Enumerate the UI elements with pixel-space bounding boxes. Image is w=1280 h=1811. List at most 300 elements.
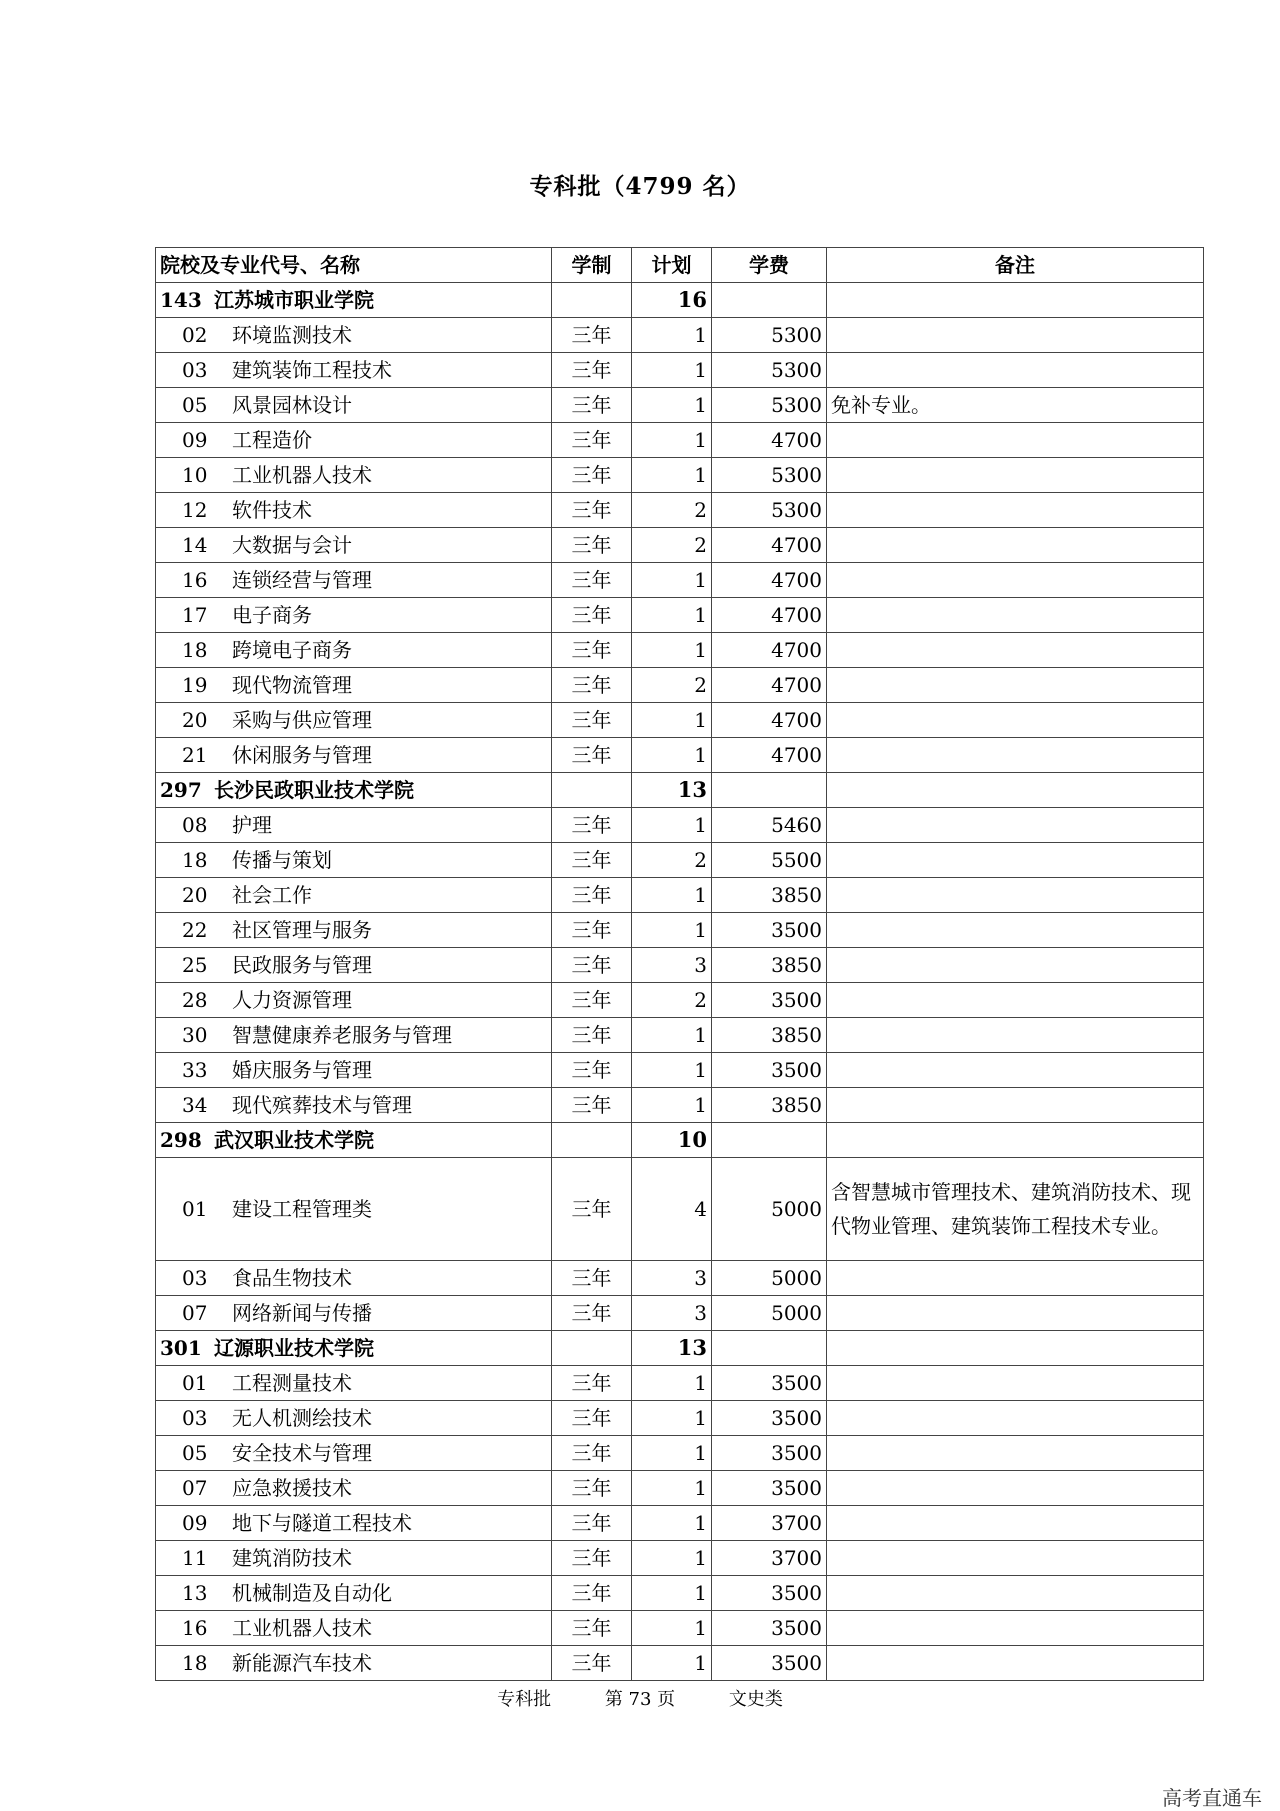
major-code: 22 xyxy=(182,918,208,942)
major-name-cell xyxy=(156,493,552,528)
note-cell xyxy=(827,1401,1204,1436)
major-row xyxy=(156,1471,1204,1506)
length-cell: 三年 xyxy=(552,1261,632,1296)
length-cell: 三年 xyxy=(552,563,632,598)
major-name-cell xyxy=(156,633,552,668)
fee-cell: 5300 xyxy=(712,458,827,493)
major-name-cell xyxy=(156,318,552,353)
major-row xyxy=(156,1646,1204,1681)
major-code: 14 xyxy=(182,533,208,557)
fee-cell xyxy=(712,773,827,808)
table-body xyxy=(156,283,1204,1681)
major-name: 工程造价 xyxy=(232,428,312,452)
major-row xyxy=(156,528,1204,563)
major-code: 33 xyxy=(182,1058,208,1082)
major-name-cell xyxy=(156,1541,552,1576)
major-name: 工程测量技术 xyxy=(232,1371,352,1395)
major-code: 03 xyxy=(182,1406,208,1430)
fee-cell: 5000 xyxy=(712,1261,827,1296)
major-name: 现代殡葬技术与管理 xyxy=(232,1093,412,1117)
major-name-cell xyxy=(156,1646,552,1681)
note-cell xyxy=(827,598,1204,633)
major-row xyxy=(156,493,1204,528)
fee-cell: 3700 xyxy=(712,1541,827,1576)
major-row xyxy=(156,1366,1204,1401)
major-row xyxy=(156,983,1204,1018)
major-name: 护理 xyxy=(232,813,272,837)
fee-cell: 3500 xyxy=(712,1436,827,1471)
school-name: 武汉职业技术学院 xyxy=(214,1128,374,1152)
fee-cell: 5460 xyxy=(712,808,827,843)
major-code: 05 xyxy=(182,1441,208,1465)
note-cell xyxy=(827,493,1204,528)
fee-cell: 4700 xyxy=(712,598,827,633)
major-code: 13 xyxy=(182,1581,208,1605)
school-name-cell xyxy=(156,283,552,318)
note-cell xyxy=(827,843,1204,878)
length-cell: 三年 xyxy=(552,913,632,948)
note-cell xyxy=(827,878,1204,913)
fee-cell: 5000 xyxy=(712,1296,827,1331)
major-row xyxy=(156,1576,1204,1611)
fee-cell: 5000 xyxy=(712,1158,827,1261)
major-code: 19 xyxy=(182,673,208,697)
school-row xyxy=(156,773,1204,808)
major-code: 01 xyxy=(182,1371,208,1395)
header-note: 备注 xyxy=(827,248,1204,283)
major-row xyxy=(156,808,1204,843)
note-cell xyxy=(827,668,1204,703)
major-name: 风景园林设计 xyxy=(232,393,352,417)
fee-cell: 3500 xyxy=(712,1576,827,1611)
plan-cell: 1 xyxy=(632,318,712,353)
major-code: 10 xyxy=(182,463,208,487)
major-code: 20 xyxy=(182,708,208,732)
major-name: 电子商务 xyxy=(232,603,312,627)
plan-cell: 1 xyxy=(632,913,712,948)
fee-cell: 3500 xyxy=(712,1401,827,1436)
fee-cell: 3700 xyxy=(712,1506,827,1541)
major-row xyxy=(156,353,1204,388)
note-cell xyxy=(827,458,1204,493)
major-name: 机械制造及自动化 xyxy=(232,1581,392,1605)
fee-cell: 4700 xyxy=(712,423,827,458)
fee-cell: 5300 xyxy=(712,353,827,388)
length-cell: 三年 xyxy=(552,1401,632,1436)
plan-cell: 1 xyxy=(632,458,712,493)
note-cell xyxy=(827,1506,1204,1541)
major-name-cell xyxy=(156,913,552,948)
plan-cell: 3 xyxy=(632,1261,712,1296)
note-cell xyxy=(827,528,1204,563)
major-row xyxy=(156,423,1204,458)
plan-cell: 1 xyxy=(632,878,712,913)
length-cell: 三年 xyxy=(552,493,632,528)
length-cell: 三年 xyxy=(552,1366,632,1401)
note-cell xyxy=(827,773,1204,808)
note-cell xyxy=(827,318,1204,353)
major-name: 食品生物技术 xyxy=(232,1266,352,1290)
fee-cell: 4700 xyxy=(712,633,827,668)
major-code: 18 xyxy=(182,638,208,662)
school-row xyxy=(156,1123,1204,1158)
length-cell: 三年 xyxy=(552,1296,632,1331)
major-code: 16 xyxy=(182,568,208,592)
major-code: 28 xyxy=(182,988,208,1012)
major-name: 社会工作 xyxy=(232,883,312,907)
major-name: 建筑消防技术 xyxy=(232,1546,352,1570)
length-cell: 三年 xyxy=(552,1018,632,1053)
major-name-cell xyxy=(156,1158,552,1261)
footer-category: 文史类 xyxy=(728,1689,783,1710)
fee-cell: 5300 xyxy=(712,388,827,423)
plan-cell: 1 xyxy=(632,1366,712,1401)
school-plan-total: 10 xyxy=(632,1123,712,1158)
header-fee: 学费 xyxy=(712,248,827,283)
length-cell: 三年 xyxy=(552,318,632,353)
length-cell: 三年 xyxy=(552,668,632,703)
admission-plan-table xyxy=(155,247,1204,1681)
length-cell: 三年 xyxy=(552,1088,632,1123)
major-row xyxy=(156,878,1204,913)
major-name: 现代物流管理 xyxy=(232,673,352,697)
note-cell xyxy=(827,1331,1204,1366)
major-name: 无人机测绘技术 xyxy=(232,1406,372,1430)
major-name-cell xyxy=(156,388,552,423)
major-row xyxy=(156,1158,1204,1261)
note-cell xyxy=(827,1296,1204,1331)
major-name-cell xyxy=(156,1611,552,1646)
plan-cell: 1 xyxy=(632,1506,712,1541)
major-name-cell xyxy=(156,528,552,563)
fee-cell: 3850 xyxy=(712,878,827,913)
plan-cell: 2 xyxy=(632,528,712,563)
major-name-cell xyxy=(156,1088,552,1123)
note-cell xyxy=(827,633,1204,668)
major-code: 08 xyxy=(182,813,208,837)
header-name: 院校及专业代号、名称 xyxy=(156,248,552,283)
note-cell xyxy=(827,1123,1204,1158)
school-plan-total: 16 xyxy=(632,283,712,318)
plan-cell: 1 xyxy=(632,563,712,598)
school-name: 长沙民政职业技术学院 xyxy=(214,778,414,802)
major-name: 建筑装饰工程技术 xyxy=(232,358,392,382)
fee-cell: 3500 xyxy=(712,1366,827,1401)
school-name-cell xyxy=(156,1123,552,1158)
major-name: 大数据与会计 xyxy=(232,533,352,557)
fee-cell: 5300 xyxy=(712,318,827,353)
table-header-row xyxy=(156,248,1204,283)
school-code: 301 xyxy=(160,1336,202,1360)
plan-cell: 2 xyxy=(632,493,712,528)
note-cell xyxy=(827,353,1204,388)
major-name: 工业机器人技术 xyxy=(232,463,372,487)
note-cell xyxy=(827,1436,1204,1471)
major-row xyxy=(156,1506,1204,1541)
fee-cell: 4700 xyxy=(712,528,827,563)
major-name-cell xyxy=(156,738,552,773)
note-cell xyxy=(827,1088,1204,1123)
major-row xyxy=(156,633,1204,668)
note-cell xyxy=(827,1261,1204,1296)
school-plan-total: 13 xyxy=(632,773,712,808)
fee-cell: 3500 xyxy=(712,983,827,1018)
major-row xyxy=(156,843,1204,878)
major-row xyxy=(156,1261,1204,1296)
fee-cell: 3850 xyxy=(712,948,827,983)
school-name-cell xyxy=(156,1331,552,1366)
length-cell: 三年 xyxy=(552,1053,632,1088)
major-name: 婚庆服务与管理 xyxy=(232,1058,372,1082)
footer-page-number: 第 73 页 xyxy=(604,1689,676,1710)
major-code: 03 xyxy=(182,358,208,382)
plan-cell: 4 xyxy=(632,1158,712,1261)
plan-cell: 1 xyxy=(632,1471,712,1506)
fee-cell xyxy=(712,283,827,318)
major-code: 03 xyxy=(182,1266,208,1290)
plan-cell: 2 xyxy=(632,983,712,1018)
fee-cell: 4700 xyxy=(712,703,827,738)
length-cell: 三年 xyxy=(552,1576,632,1611)
length-cell: 三年 xyxy=(552,878,632,913)
major-code: 18 xyxy=(182,1651,208,1675)
major-row xyxy=(156,1296,1204,1331)
length-cell: 三年 xyxy=(552,1646,632,1681)
major-name: 新能源汽车技术 xyxy=(232,1651,372,1675)
length-cell xyxy=(552,1331,632,1366)
school-name: 江苏城市职业学院 xyxy=(214,288,374,312)
length-cell: 三年 xyxy=(552,458,632,493)
note-cell xyxy=(827,913,1204,948)
major-row xyxy=(156,458,1204,493)
fee-cell xyxy=(712,1123,827,1158)
plan-cell: 1 xyxy=(632,598,712,633)
length-cell xyxy=(552,773,632,808)
major-name: 传播与策划 xyxy=(232,848,332,872)
length-cell: 三年 xyxy=(552,738,632,773)
fee-cell: 3850 xyxy=(712,1018,827,1053)
major-name: 环境监测技术 xyxy=(232,323,352,347)
note-cell xyxy=(827,1018,1204,1053)
major-name: 安全技术与管理 xyxy=(232,1441,372,1465)
fee-cell: 4700 xyxy=(712,738,827,773)
length-cell: 三年 xyxy=(552,948,632,983)
plan-cell: 1 xyxy=(632,1401,712,1436)
school-row xyxy=(156,1331,1204,1366)
plan-cell: 1 xyxy=(632,808,712,843)
major-code: 25 xyxy=(182,953,208,977)
major-code: 21 xyxy=(182,743,208,767)
plan-cell: 1 xyxy=(632,1576,712,1611)
major-row xyxy=(156,948,1204,983)
header-plan: 计划 xyxy=(632,248,712,283)
major-row xyxy=(156,318,1204,353)
major-row xyxy=(156,1611,1204,1646)
note-cell xyxy=(827,983,1204,1018)
major-name-cell xyxy=(156,353,552,388)
major-row xyxy=(156,1541,1204,1576)
plan-cell: 1 xyxy=(632,738,712,773)
major-row xyxy=(156,598,1204,633)
plan-cell: 1 xyxy=(632,633,712,668)
watermark: 高考直通车 xyxy=(1162,1786,1262,1810)
fee-cell: 3850 xyxy=(712,1088,827,1123)
major-name-cell xyxy=(156,1366,552,1401)
major-name: 工业机器人技术 xyxy=(232,1616,372,1640)
page-footer xyxy=(0,1685,1280,1711)
major-row xyxy=(156,1401,1204,1436)
plan-cell: 1 xyxy=(632,1541,712,1576)
major-name: 社区管理与服务 xyxy=(232,918,372,942)
note-cell xyxy=(827,738,1204,773)
school-name-cell xyxy=(156,773,552,808)
school-code: 298 xyxy=(160,1128,202,1152)
major-name: 人力资源管理 xyxy=(232,988,352,1012)
plan-cell: 1 xyxy=(632,423,712,458)
major-name-cell xyxy=(156,423,552,458)
major-name-cell xyxy=(156,1401,552,1436)
fee-cell: 5500 xyxy=(712,843,827,878)
footer-batch: 专科批 xyxy=(497,1689,552,1710)
major-name-cell xyxy=(156,948,552,983)
note-cell: 免补专业。 xyxy=(827,388,1204,423)
fee-cell: 3500 xyxy=(712,913,827,948)
major-name-cell xyxy=(156,598,552,633)
note-cell xyxy=(827,1541,1204,1576)
length-cell: 三年 xyxy=(552,1611,632,1646)
plan-cell: 1 xyxy=(632,1053,712,1088)
plan-cell: 1 xyxy=(632,1611,712,1646)
major-name: 休闲服务与管理 xyxy=(232,743,372,767)
plan-cell: 1 xyxy=(632,1646,712,1681)
major-code: 09 xyxy=(182,1511,208,1535)
major-name-cell xyxy=(156,563,552,598)
note-cell xyxy=(827,1576,1204,1611)
length-cell: 三年 xyxy=(552,1506,632,1541)
fee-cell xyxy=(712,1331,827,1366)
major-name: 民政服务与管理 xyxy=(232,953,372,977)
fee-cell: 4700 xyxy=(712,668,827,703)
major-name: 网络新闻与传播 xyxy=(232,1301,372,1325)
major-name-cell xyxy=(156,1018,552,1053)
plan-cell: 2 xyxy=(632,668,712,703)
length-cell: 三年 xyxy=(552,388,632,423)
note-cell: 含智慧城市管理技术、建筑消防技术、现代物业管理、建筑装饰工程技术专业。 xyxy=(827,1158,1204,1261)
length-cell: 三年 xyxy=(552,1436,632,1471)
major-name-cell xyxy=(156,1471,552,1506)
major-code: 16 xyxy=(182,1616,208,1640)
plan-cell: 1 xyxy=(632,1436,712,1471)
school-code: 143 xyxy=(160,288,202,312)
major-name: 智慧健康养老服务与管理 xyxy=(232,1023,452,1047)
major-name-cell xyxy=(156,1261,552,1296)
major-name: 建设工程管理类 xyxy=(232,1197,372,1221)
major-row xyxy=(156,913,1204,948)
fee-cell: 3500 xyxy=(712,1611,827,1646)
school-plan-total: 13 xyxy=(632,1331,712,1366)
major-name: 软件技术 xyxy=(232,498,312,522)
length-cell: 三年 xyxy=(552,528,632,563)
major-row xyxy=(156,563,1204,598)
major-name: 地下与隧道工程技术 xyxy=(232,1511,412,1535)
major-code: 30 xyxy=(182,1023,208,1047)
length-cell: 三年 xyxy=(552,633,632,668)
plan-cell: 3 xyxy=(632,948,712,983)
major-name-cell xyxy=(156,1576,552,1611)
major-row xyxy=(156,1018,1204,1053)
length-cell: 三年 xyxy=(552,843,632,878)
major-code: 07 xyxy=(182,1476,208,1500)
note-cell xyxy=(827,1053,1204,1088)
note-cell xyxy=(827,948,1204,983)
major-name-cell xyxy=(156,1296,552,1331)
school-name: 辽源职业技术学院 xyxy=(214,1336,374,1360)
plan-cell: 1 xyxy=(632,703,712,738)
major-code: 12 xyxy=(182,498,208,522)
note-cell xyxy=(827,563,1204,598)
note-cell xyxy=(827,1471,1204,1506)
length-cell: 三年 xyxy=(552,423,632,458)
plan-cell: 1 xyxy=(632,388,712,423)
major-row xyxy=(156,703,1204,738)
header-length: 学制 xyxy=(552,248,632,283)
length-cell: 三年 xyxy=(552,808,632,843)
major-row xyxy=(156,388,1204,423)
plan-cell: 1 xyxy=(632,1018,712,1053)
major-name-cell xyxy=(156,878,552,913)
major-name-cell xyxy=(156,1436,552,1471)
length-cell: 三年 xyxy=(552,703,632,738)
length-cell: 三年 xyxy=(552,353,632,388)
major-code: 02 xyxy=(182,323,208,347)
length-cell: 三年 xyxy=(552,1541,632,1576)
note-cell xyxy=(827,1611,1204,1646)
major-row xyxy=(156,1436,1204,1471)
major-code: 20 xyxy=(182,883,208,907)
major-name: 采购与供应管理 xyxy=(232,708,372,732)
major-name: 连锁经营与管理 xyxy=(232,568,372,592)
major-code: 01 xyxy=(182,1197,208,1221)
major-name-cell xyxy=(156,1053,552,1088)
major-name-cell xyxy=(156,983,552,1018)
major-code: 17 xyxy=(182,603,208,627)
major-name-cell xyxy=(156,703,552,738)
major-name-cell xyxy=(156,808,552,843)
length-cell: 三年 xyxy=(552,1471,632,1506)
note-cell xyxy=(827,1646,1204,1681)
page-title: 专科批（4799 名） xyxy=(529,173,751,200)
length-cell: 三年 xyxy=(552,598,632,633)
major-code: 07 xyxy=(182,1301,208,1325)
school-code: 297 xyxy=(160,778,202,802)
major-name-cell xyxy=(156,1506,552,1541)
major-name: 跨境电子商务 xyxy=(232,638,352,662)
length-cell: 三年 xyxy=(552,983,632,1018)
major-name-cell xyxy=(156,458,552,493)
note-cell xyxy=(827,703,1204,738)
major-code: 11 xyxy=(182,1546,208,1570)
major-code: 34 xyxy=(182,1093,208,1117)
major-row xyxy=(156,1088,1204,1123)
major-code: 18 xyxy=(182,848,208,872)
length-cell xyxy=(552,1123,632,1158)
major-row xyxy=(156,1053,1204,1088)
length-cell xyxy=(552,283,632,318)
plan-cell: 1 xyxy=(632,353,712,388)
note-cell xyxy=(827,283,1204,318)
major-name-cell xyxy=(156,668,552,703)
plan-cell: 1 xyxy=(632,1088,712,1123)
